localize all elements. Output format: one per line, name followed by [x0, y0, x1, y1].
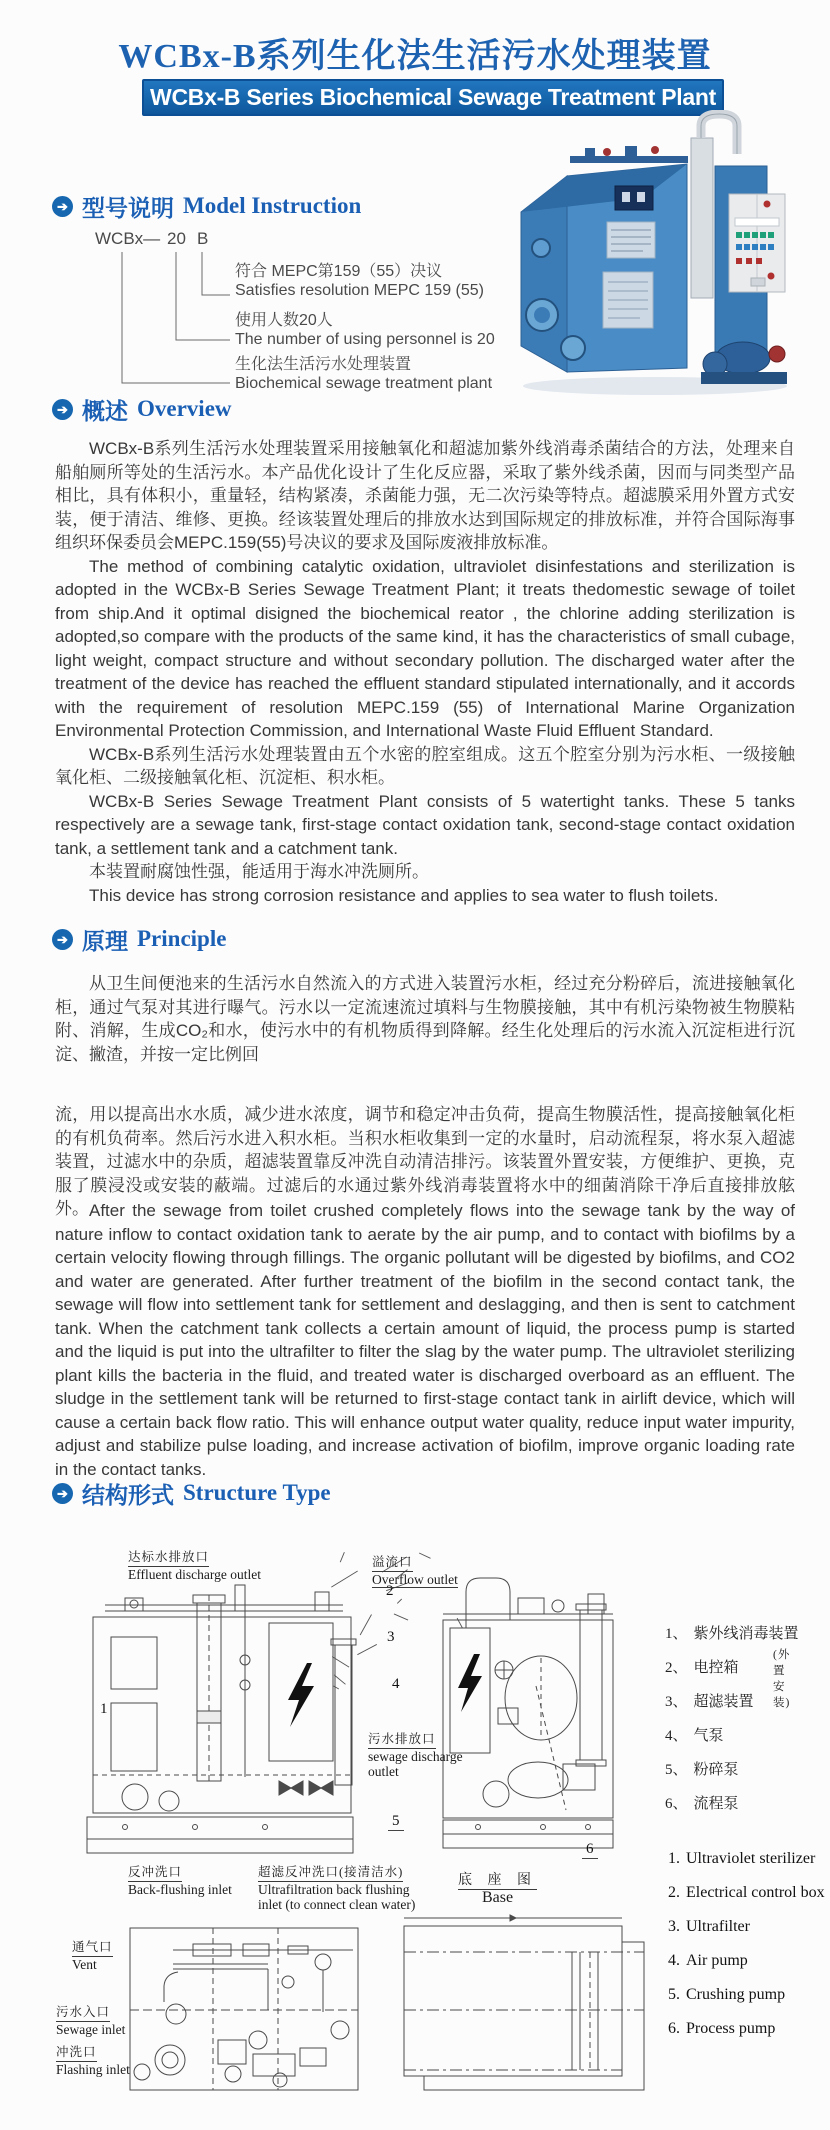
- overview-text-block: [55, 437, 795, 907]
- section-title-en: Model Instruction: [183, 193, 362, 218]
- legend-en-item-3: 3. Ultrafilter: [668, 1918, 750, 1935]
- model-code-number: 20: [167, 229, 186, 248]
- section-header-principle: [52, 924, 226, 954]
- section-arrow-icon: ➔: [52, 929, 73, 950]
- label-base-drawing: 底 座 图 Base: [458, 1873, 537, 1906]
- principle-paragraph-cn-cont: 流，用以提高出水水质，减少进水浓度，调节和稳定冲击负荷，提高生物膜活性，提高接触氧化柜的有机负荷率。然后污水进入积水柜。当积水柜收集到一定的水量时，启动流程泵，将水泵入超滤装置，过滤水中的杂质，超滤装置靠反冲洗自动清洁排污。该装置外置安装，方便维护、更换，克服了膜浸没或安装的蔽端。过滤后的水通过紫外线消毒装置将水中的细菌消除干净后直接排放舷外。: [55, 1105, 795, 1218]
- model-code-suffix: B: [197, 229, 209, 248]
- section-title-en: Overview: [137, 396, 232, 421]
- legend-cn-item-2: 2、 电控箱 (外置安装): [665, 1656, 739, 1677]
- overview-paragraph-cn: WCBx-B系列生活污水处理装置采用接触氧化和超滤加紫外线消毒杀菌结合的方法，处理来自船舶厕所等处的生活污水。本产品优化设计了生化反应器，采取了紫外线杀菌，因而与同类型产品相比，具有体积小，重量轻，结构紧凑，杀菌能力强，无二次污染等特点。超滤膜采用外置方式安装，便于清洁、维修、更换。经该装置处理后的排放水达到国际规定的排放标准，并符合国际海事组织环保委员会MEPC.159(55)号决议的要求及国际废液排放标准。: [55, 439, 795, 552]
- label-sewage-inlet: 污水入口 Sewage inlet: [56, 2005, 126, 2037]
- structure-drawing-front-view: [85, 1565, 365, 1865]
- section-header-overview: [52, 394, 232, 424]
- legend-note-external-install: (外置安装): [773, 1649, 791, 1709]
- structure-drawing-plan-view: [118, 1922, 368, 2097]
- legend-en-item-1: 1. Ultraviolet sterilizer: [668, 1850, 816, 1867]
- section-header-structure: [52, 1478, 331, 1508]
- model-item-en: Biochemical sewage treatment plant: [235, 375, 493, 392]
- structure-drawing-side-view: [438, 1558, 623, 1858]
- overview-paragraph-en: WCBx-B Series Sewage Treatment Plant consists of 5 watertight tanks. These 5 tanks respectively are a sewage tank, first-stage contact oxidation tank, second-stage contact oxidation tank, a settlement tank and a catchment tank.: [55, 791, 795, 858]
- principle-paragraph-cn: 从卫生间便池来的生活污水自然流入的方式进入装置污水柜，经过充分粉碎后，流进接触氧化柜，通过气泵对其进行曝气。污水以一定流速流过填料与生物膜接触，其中有机污染物被生物膜粘附、消解，生成CO₂和水，使污水中的有机物质得到降解。经生化处理后的污水流入沉淀柜进行沉淀、撇渣，并按一定比例回: [55, 974, 795, 1064]
- callout-number-5: 5: [388, 1813, 404, 1831]
- model-code-prefix: WCBx—: [95, 229, 161, 248]
- legend-en-item-2: 2. Electrical control box: [668, 1884, 825, 1901]
- legend-en-item-5: 5. Crushing pump: [668, 1986, 786, 2003]
- section-header-model: [52, 191, 361, 221]
- label-flashing-inlet: 冲洗口 Flashing inlet: [56, 2045, 130, 2077]
- legend-en-item-4: 4. Air pump: [668, 1952, 748, 1969]
- legend-cn-item-5: 5、 粉碎泵: [665, 1762, 739, 1778]
- section-title-cn: 原理: [82, 927, 128, 954]
- section-title-en: Principle: [137, 926, 227, 951]
- model-code-connector-lines: [95, 248, 245, 398]
- legend-cn-item-6: 6、 流程泵: [665, 1796, 739, 1812]
- product-photo-illustration: [515, 110, 797, 402]
- page-title: WCBx-B系列生化法生活污水处理装置: [118, 38, 712, 75]
- label-effluent-discharge-outlet: 达标水排放口 Effluent discharge outlet: [128, 1550, 261, 1582]
- model-item-en: Satisfies resolution MEPC 159 (55): [235, 282, 484, 299]
- legend-cn-item-1: 1、 紫外线消毒装置: [665, 1626, 799, 1642]
- principle-text-english: [55, 1199, 795, 1481]
- lightning-bolt-icon: [288, 1663, 314, 1727]
- overview-paragraph-cn: WCBx-B系列生活污水处理装置由五个水密的腔室组成。这五个腔室分别为污水柜、一级接触氧化柜、二级接触氧化柜、沉淀柜、积水柜。: [55, 744, 795, 787]
- section-title-cn: 型号说明: [82, 194, 174, 221]
- label-vent: 通气口 Vent: [72, 1940, 113, 1972]
- principle-text-part1: [55, 972, 795, 1066]
- callout-number-1: 1: [100, 1701, 108, 1717]
- structure-drawing-base-view: [402, 1912, 650, 2092]
- lightning-bolt-icon: [458, 1654, 482, 1712]
- legend-cn-item-3: 3、 超滤装置: [665, 1694, 754, 1710]
- legend-cn-item-4: 4、 气泵: [665, 1728, 724, 1744]
- legend-en-item-6: 6. Process pump: [668, 2020, 776, 2037]
- model-item-cn: 生化法生活污水处理装置: [235, 356, 412, 373]
- callout-number-3: 3: [387, 1629, 395, 1645]
- overview-paragraph-en: This device has strong corrosion resistance and applies to sea water to flush toilets.: [89, 885, 719, 905]
- callout-number-4: 4: [392, 1676, 400, 1692]
- title-banner-text: WCBx-B Series Biochemical Sewage Treatment Plant: [150, 84, 716, 110]
- label-sewage-discharge-outlet: 污水排放口 sewage discharge outlet: [368, 1732, 463, 1779]
- model-item-cn: 使用人数20人: [235, 312, 333, 329]
- label-ultrafiltration-back-flushing-inlet: 超滤反冲洗口(接清洁水) Ultrafiltration back flushing inlet (to connect clean water): [258, 1865, 416, 1912]
- section-title-cn: 概述: [82, 397, 128, 424]
- label-overflow-outlet: 溢流口 Overflow outlet: [372, 1555, 458, 1587]
- section-title-en: Structure Type: [183, 1480, 331, 1505]
- overview-paragraph-en: The method of combining catalytic oxidation, ultraviolet disinfestations and sterilization is adopted in the WCBx-B Series Sewage Treatment Plant; it treats thedomestic sewage of toilet from ship.And it optimal disigned the biochemical reator , the chlorine adding sterilization is adopted,so compare with the products of the same kind, it has the characteristics of small cubage, light weight, compact structure and without secondary pollution. The discharged water after the treatment of the device has reached the effluent standard stipulated internationally, and it accords with the requirement of resolution MEPC.159 (55) of International Marine Organization Environmental Protection Commission, and International Waste Fluid Effluent Standard.: [55, 556, 795, 740]
- section-arrow-icon: ➔: [52, 399, 73, 420]
- callout-number-6: 6: [582, 1841, 598, 1859]
- principle-paragraph-en: After the sewage from toilet crushed completely flows into the sewage tank by the way of nature inflow to contact oxidation tank to aerate by the air pump, and to contact with biofilms by a certain velocity flowing through fillings. The organic pollutant will be digested by biofilms, and CO2 and water are generated. After further treatment of the biofilm in the second contact tank, the sewage will flow into settlement tank for settlement and deslagging, and then is sent to catchment tank. When the catchment tank collects a certain amount of liquid, the process pump is started and the liquid is put into the ultrafilter to filter the slag by the water pump. The ultraviolet sterilizing plant kills the bacteria in the fluid, and treated water is discharged overboard as an effluent. The sludge in the settlement tank will be returned to first-stage contact tank in airlift device, which will cause a certain back flow ratio. This will enhance output water quality, reduce input water impurity, adjust and stabilize pulse loading, and increase activation of biofilm, improve organic loading rate in the contact tanks.: [55, 1201, 795, 1479]
- section-arrow-icon: ➔: [52, 196, 73, 217]
- callout-number-2: 2: [386, 1583, 394, 1599]
- overview-paragraph-cn: 本装置耐腐蚀性强，能适用于海水冲洗厕所。: [89, 862, 429, 881]
- section-arrow-icon: ➔: [52, 1483, 73, 1504]
- model-item-cn: 符合 MEPC第159（55）决议: [235, 263, 443, 280]
- section-title-cn: 结构形式: [82, 1481, 174, 1508]
- model-item-en: The number of using personnel is 20: [235, 331, 495, 348]
- label-back-flushing-inlet: 反冲洗口 Back-flushing inlet: [128, 1865, 232, 1897]
